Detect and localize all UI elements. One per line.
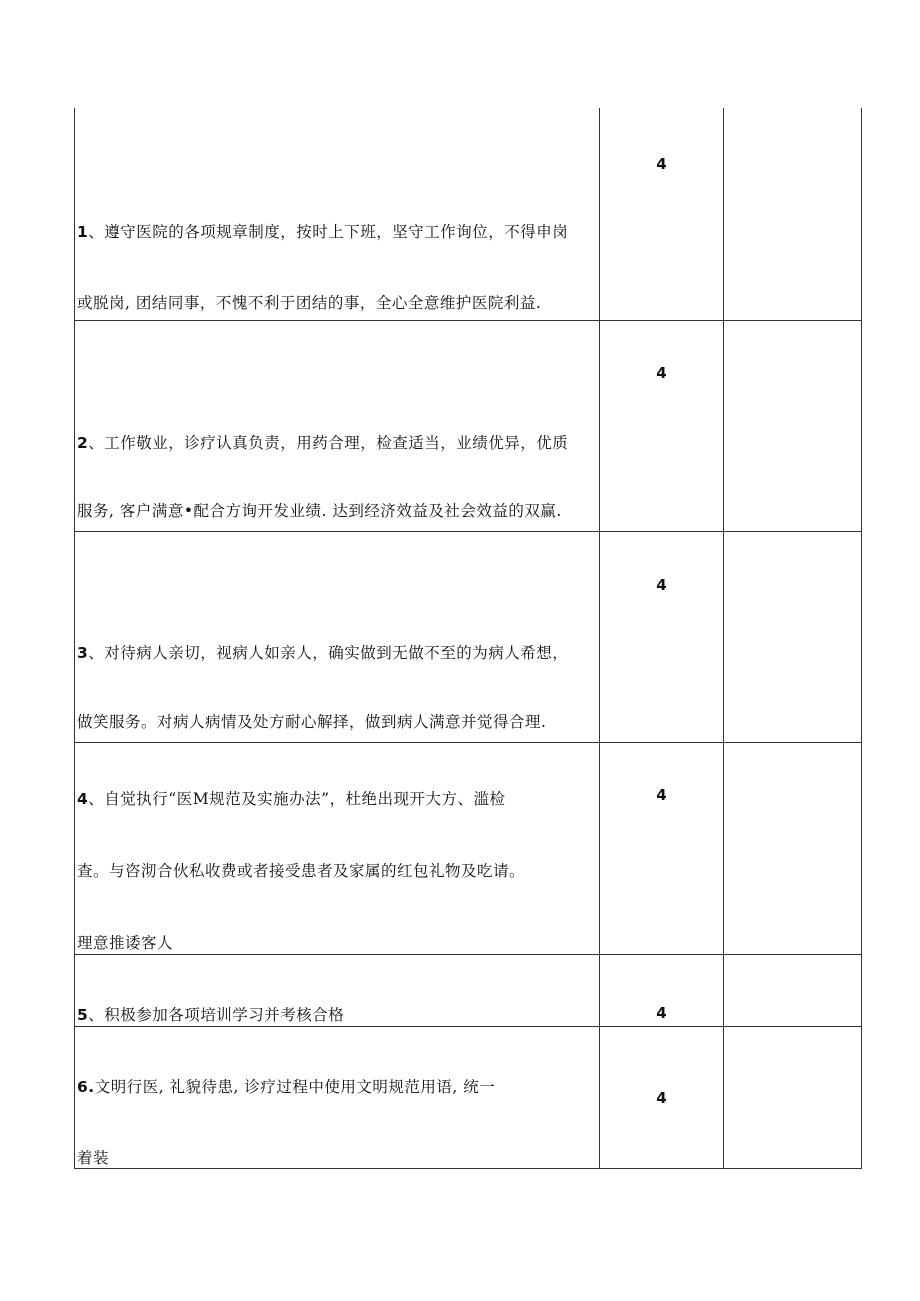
score-value: 4 — [656, 155, 667, 173]
criterion-text: 着装 — [77, 1149, 110, 1167]
evaluation-table — [74, 108, 862, 1169]
criterion-text: 、遵守医院的各项规章制度，按时上下班，坚守工作询位，不得申岗 — [88, 223, 569, 241]
remark-cell — [724, 1027, 862, 1169]
remark-cell — [724, 743, 862, 955]
criterion-text: 理意推诿客人 — [77, 934, 174, 952]
criterion-text: 文明行医, 礼貌待患, 诊疗过程中使用文明规范用语, 统一 — [94, 1078, 496, 1096]
item-number: 4 — [77, 790, 89, 808]
table-row — [75, 321, 862, 532]
table-row — [75, 1027, 862, 1169]
score-cell — [600, 321, 724, 532]
score-cell — [600, 108, 724, 321]
item-number: 3 — [77, 644, 89, 662]
criterion-text: 或脱岗, 团结同事，不愧不利于团结的事，全心全意维护医院利益. — [77, 294, 542, 312]
criterion-text: 、积极参加各项培训学习并考核合格 — [88, 1006, 345, 1024]
criterion-cell — [75, 955, 600, 1027]
item-number: 2 — [77, 434, 89, 452]
remark-cell — [724, 321, 862, 532]
score-value: 4 — [656, 364, 667, 382]
item-number: 1 — [77, 223, 89, 241]
criterion-cell — [75, 108, 600, 321]
criterion-cell — [75, 743, 600, 955]
criterion-cell — [75, 321, 600, 532]
criterion-text: 、自觉执行“医M规范及实施办法”，杜绝出现开大方、滥检 — [88, 790, 506, 808]
table-row — [75, 108, 862, 321]
table-row — [75, 743, 862, 955]
criterion-cell — [75, 532, 600, 743]
criterion-text: 、工作敬业，诊疗认真负责，用药合理，检查适当，业绩优异，优质 — [88, 434, 569, 452]
score-cell — [600, 743, 724, 955]
score-cell — [600, 532, 724, 743]
score-value: 4 — [656, 1004, 667, 1022]
criterion-text: 查。与咨沏合伙私收费或者接受患者及家属的红包礼物及吃请。 — [77, 862, 526, 880]
item-number: 6. — [77, 1078, 95, 1096]
criterion-text: 服务, 客户满意•配合方询开发业绩. 达到经济效益及社会效益的双赢. — [77, 502, 562, 520]
criterion-text: 做笑服务。对病人病情及处方耐心解择，做到病人满意并觉得合理. — [77, 713, 547, 731]
score-value: 4 — [656, 1089, 667, 1107]
criterion-cell — [75, 1027, 600, 1169]
score-value: 4 — [656, 786, 667, 804]
item-number: 5 — [77, 1006, 89, 1024]
remark-cell — [724, 108, 862, 321]
score-value: 4 — [656, 576, 667, 594]
table-row — [75, 532, 862, 743]
score-cell — [600, 955, 724, 1027]
criterion-text: 、对待病人亲切，视病人如亲人，确实做到无做不至的为病人希想， — [88, 644, 569, 662]
remark-cell — [724, 955, 862, 1027]
table-row — [75, 955, 862, 1027]
remark-cell — [724, 532, 862, 743]
score-cell — [600, 1027, 724, 1169]
